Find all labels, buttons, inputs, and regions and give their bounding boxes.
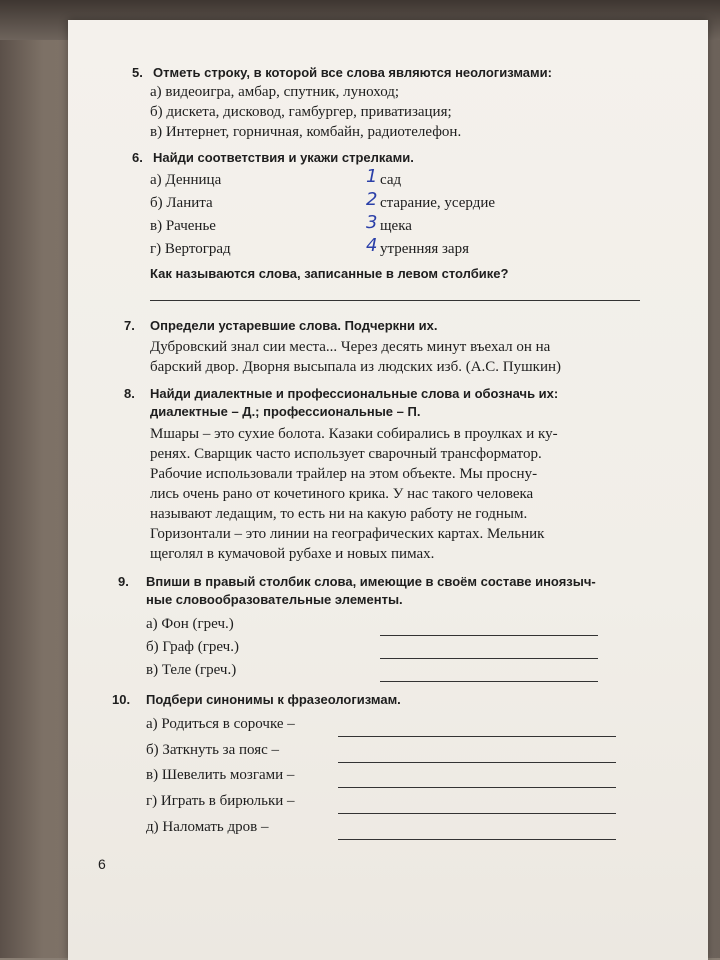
q9-answer-line-a[interactable] bbox=[380, 635, 598, 636]
q6-handwritten-mark-3: 3 bbox=[366, 212, 378, 233]
q7-text-line-1: Дубровский знал сии места... Через десять минут въехал он на bbox=[150, 339, 551, 355]
q9-option-a: а) Фон (греч.) bbox=[146, 616, 234, 632]
q6-left-a: а) Денница bbox=[150, 172, 222, 188]
q5-title: Отметь строку, в которой все слова являются неологизмами: bbox=[153, 65, 552, 80]
q6-right-4: утренняя заря bbox=[380, 241, 469, 257]
q10-number: 10. bbox=[112, 692, 131, 707]
q7-text-line-2: барский двор. Дворня высыпала из людских изб. (А.С. Пушкин) bbox=[150, 359, 562, 375]
q10-option-a: а) Родиться в сорочке – bbox=[146, 716, 295, 732]
q6-right-2: старание, усердие bbox=[380, 195, 496, 211]
q9-answer-line-c[interactable] bbox=[380, 681, 598, 682]
q10-answer-line-b[interactable] bbox=[338, 762, 616, 763]
q10-answer-line-a[interactable] bbox=[338, 736, 616, 737]
page-number: 6 bbox=[98, 856, 106, 872]
q8-text-line-5: называют ледащим, то есть ни на какую работу не годным. bbox=[150, 506, 528, 522]
q6-number: 6. bbox=[132, 150, 143, 165]
worksheet-page bbox=[68, 20, 708, 960]
q10-title: Подбери синонимы к фразеологизмам. bbox=[146, 692, 401, 707]
q6-left-b: б) Ланита bbox=[150, 195, 213, 211]
q8-text-line-3: Рабочие использовали трайлер на этом объекте. Мы просну- bbox=[150, 466, 538, 482]
q5-option-a[interactable]: а) видеоигра, амбар, спутник, луноход; bbox=[150, 84, 400, 100]
q5-option-c[interactable]: в) Интернет, горничная, комбайн, радиотелефон. bbox=[150, 124, 462, 140]
q6-question: Как называются слова, записанные в левом столбике? bbox=[150, 266, 509, 281]
q8-text-line-1: Мшары – это сухие болота. Казаки собирались в проулках и ку- bbox=[150, 426, 558, 442]
q6-left-c: в) Раченье bbox=[150, 218, 216, 234]
q6-title: Найди соответствия и укажи стрелками. bbox=[153, 150, 414, 165]
q9-option-c: в) Теле (греч.) bbox=[146, 662, 237, 678]
q9-title-line-1: Впиши в правый столбик слова, имеющие в своём составе иноязыч- bbox=[146, 574, 596, 589]
q6-answer-line[interactable] bbox=[150, 300, 640, 301]
q6-right-1: сад bbox=[380, 172, 402, 188]
q6-handwritten-mark-2: 2 bbox=[366, 189, 378, 210]
q8-title-line-2: диалектные – Д.; профессиональные – П. bbox=[150, 404, 421, 419]
q9-number: 9. bbox=[118, 574, 129, 589]
q6-right-3: щека bbox=[380, 218, 412, 234]
q7-number: 7. bbox=[124, 318, 135, 333]
q6-handwritten-mark-4: 4 bbox=[366, 235, 378, 256]
q9-answer-line-b[interactable] bbox=[380, 658, 598, 659]
q10-answer-line-e[interactable] bbox=[338, 839, 616, 840]
q10-option-b: б) Заткнуть за пояс – bbox=[146, 742, 280, 758]
q10-answer-line-d[interactable] bbox=[338, 813, 616, 814]
q6-left-d: г) Вертоград bbox=[150, 241, 231, 257]
q8-text-line-2: ренях. Сварщик часто использует сварочный трансформатор. bbox=[150, 446, 542, 462]
q9-title-line-2: ные словообразовательные элементы. bbox=[146, 592, 403, 607]
q5-number: 5. bbox=[132, 65, 143, 80]
q8-title-line-1: Найди диалектные и профессиональные слова и обозначь их: bbox=[150, 386, 559, 401]
q5-option-b[interactable]: б) дискета, дисковод, гамбургер, приватизация; bbox=[150, 104, 452, 120]
q8-text-line-4: лись очень рано от кочетиного крика. У нас такого человека bbox=[150, 486, 534, 502]
q10-option-d: г) Играть в бирюльки – bbox=[146, 793, 295, 809]
q8-text-line-7: щеголял в кумачовой рубахе и новых пимах. bbox=[150, 546, 435, 562]
q6-handwritten-mark-1: 1 bbox=[366, 166, 378, 187]
q8-text-line-6: Горизонтали – это линии на географических картах. Мельник bbox=[150, 526, 545, 542]
q9-option-b: б) Граф (греч.) bbox=[146, 639, 239, 655]
q10-option-c: в) Шевелить мозгами – bbox=[146, 767, 295, 783]
q10-answer-line-c[interactable] bbox=[338, 787, 616, 788]
q7-title: Определи устаревшие слова. Подчеркни их. bbox=[150, 318, 438, 333]
q8-number: 8. bbox=[124, 386, 135, 401]
q10-option-e: д) Наломать дров – bbox=[146, 819, 269, 835]
